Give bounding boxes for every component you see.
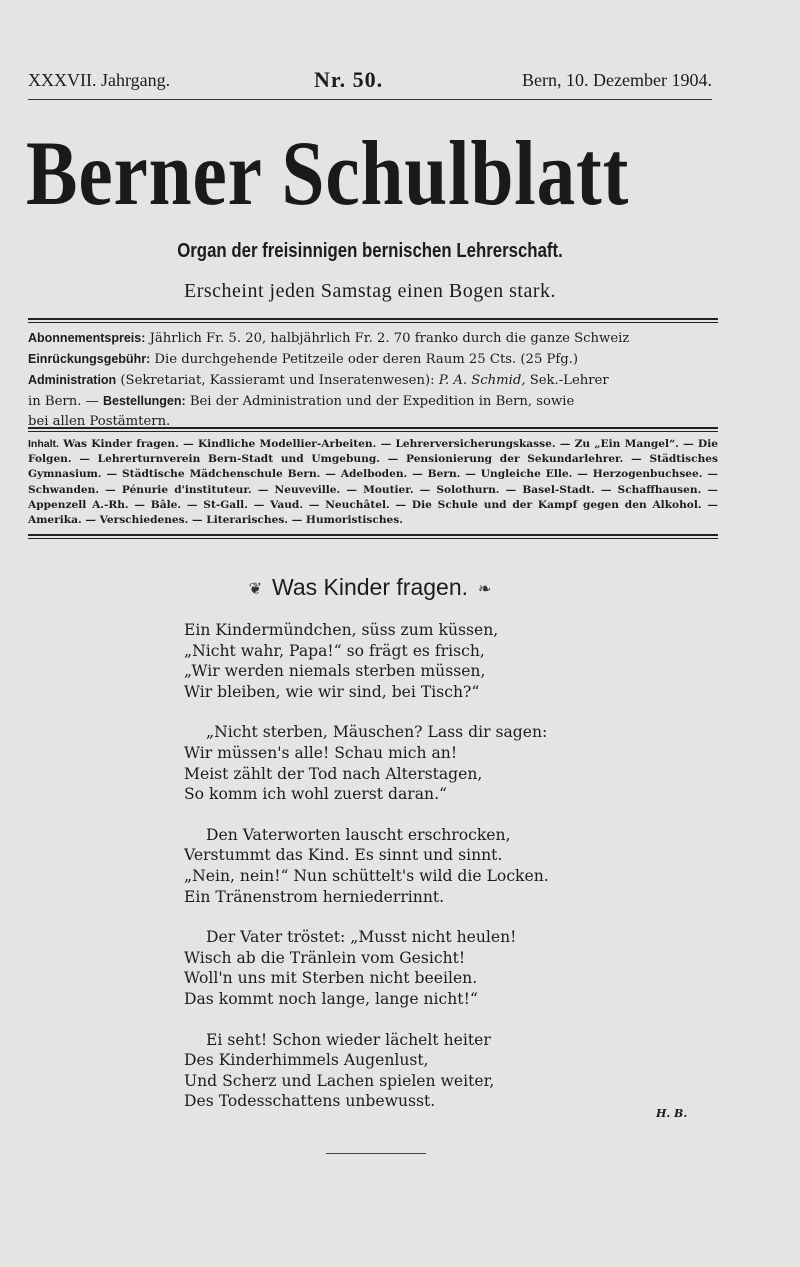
divider-rule (28, 427, 718, 432)
info-line (28, 328, 718, 349)
verse-line: Wir bleiben, wie wir sind, bei Tisch?“ (184, 682, 480, 701)
verse-line: „Nicht wahr, Papa!“ so frägt es frisch, (184, 641, 485, 660)
info-text: (Sekretariat, Kassieramt und Inseratenwesen): (116, 373, 439, 388)
end-rule (326, 1153, 426, 1154)
verse-line: Ei seht! Schon wieder lächelt heiter (206, 1030, 491, 1049)
contents-label: Inhalt. (28, 438, 59, 450)
verse-line: Und Scherz und Lachen spielen weiter, (184, 1071, 495, 1090)
stanza (184, 927, 624, 1009)
admin-name: P. A. Schmid, (438, 373, 526, 388)
table-of-contents (28, 437, 718, 528)
info-text: Jährlich Fr. 5. 20, halbjährlich Fr. 2. 70 franko durch die ganze Schweiz (145, 331, 630, 346)
verse-line: Der Vater tröstet: „Musst nicht heulen! (206, 928, 517, 947)
verse-line: „Wir werden niemals sterben müssen, (184, 662, 486, 681)
info-text: Bei der Administration und der Expedition in Bern, sowie (185, 394, 575, 409)
info-line (28, 349, 718, 370)
verse-line: Woll'n uns mit Sterben nicht beeilen. (184, 969, 478, 988)
verse-line: Des Kinderhimmels Augenlust, (184, 1051, 429, 1070)
verse-line: Ein Tränenstrom herniederrinnt. (184, 887, 445, 906)
volume-label: XXXVII. Jahrgang. (28, 70, 171, 90)
divider-rule (28, 318, 718, 323)
newspaper-subtitle: Organ der freisinnigen bernischen Lehrerschaft. (177, 240, 563, 262)
verse-line: So komm ich wohl zuerst daran.“ (184, 785, 448, 804)
info-text: in Bern. — (28, 394, 103, 409)
floral-ornament-icon: ❦ (248, 579, 262, 599)
verse-line: Meist zählt der Tod nach Alterstagen, (184, 764, 483, 783)
poem-author: H. B. (656, 1107, 688, 1120)
info-text: bei allen Postämtern. (28, 414, 171, 429)
stanza (184, 1030, 624, 1112)
verse-line: „Nicht sterben, Mäuschen? Lass dir sagen: (206, 723, 548, 742)
info-label: Bestellungen: (102, 394, 186, 408)
contents-text: Was Kinder fragen. — Kindliche Modellier-Arbeiten. — Lehrerversicherungskasse. — Zu „Ein Mangel“. — Die Folgen. — Lehrerturnverein Bern-Stadt und Umgebung. — Pensionierung der Sekundarlehrer. — Städtisches Gymnasium. — Städtische Mädchenschule Bern. — Adelboden. — Bern. — Ungleiche Elle. — Herzogenbuchsee. — Schwanden. — Pénurie d'instituteur. — Neuveville. — Moutier. — Solothurn. — Basel-Stadt. — Schaffhausen. — Appenzell A.-Rh. — Bâle. — St-Gall. — Vaud. — Neuchâtel. — Die Schule und der Kampf gegen den Alkohol. — Amerika. — Verschiedenes. — Literarisches. — Humoristisches. (28, 438, 718, 527)
stanza (184, 825, 624, 907)
floral-ornament-icon: ❧ (478, 579, 492, 599)
stanza (184, 620, 624, 702)
info-label: Administration (28, 373, 117, 387)
issue-number: Nr. 50. (314, 67, 384, 92)
verse-line: Verstummt das Kind. Es sinnt und sinnt. (184, 846, 503, 865)
stanza (184, 722, 624, 804)
verse-line: Das kommt noch lange, lange nicht!“ (184, 989, 478, 1008)
header-rule (28, 99, 712, 100)
verse-line: „Nein, nein!“ Nun schüttelt's wild die Locken. (184, 866, 549, 885)
publication-frequency: Erscheint jeden Samstag einen Bogen stark. (183, 280, 556, 302)
verse-line: Wir müssen's alle! Schau mich an! (184, 743, 458, 762)
info-text: Die durchgehende Petitzeile oder deren Raum 25 Cts. (25 Pfg.) (150, 352, 579, 367)
newspaper-title: Berner Schulblatt (26, 122, 630, 224)
poem-title: Was Kinder fragen. (271, 574, 469, 600)
info-label: Einrückungsgebühr: (28, 352, 151, 366)
info-label: Abonnementspreis: (28, 331, 146, 345)
info-line (28, 370, 718, 391)
poem-heading (0, 574, 740, 601)
info-line (28, 391, 718, 412)
verse-line: Ein Kindermündchen, süss zum küssen, (184, 621, 499, 639)
verse-line: Des Todesschattens unbewusst. (184, 1092, 436, 1111)
verse-line: Wisch ab die Tränlein vom Gesicht! (184, 948, 466, 967)
poem-body (184, 620, 624, 1132)
info-text: Sek.-Lehrer (525, 373, 609, 388)
masthead-line (28, 67, 712, 96)
verse-line: Den Vaterworten lauscht erschrocken, (206, 825, 511, 844)
subscription-info (28, 328, 718, 432)
divider-rule (28, 534, 718, 539)
place-date: Bern, 10. Dezember 1904. (522, 70, 712, 90)
